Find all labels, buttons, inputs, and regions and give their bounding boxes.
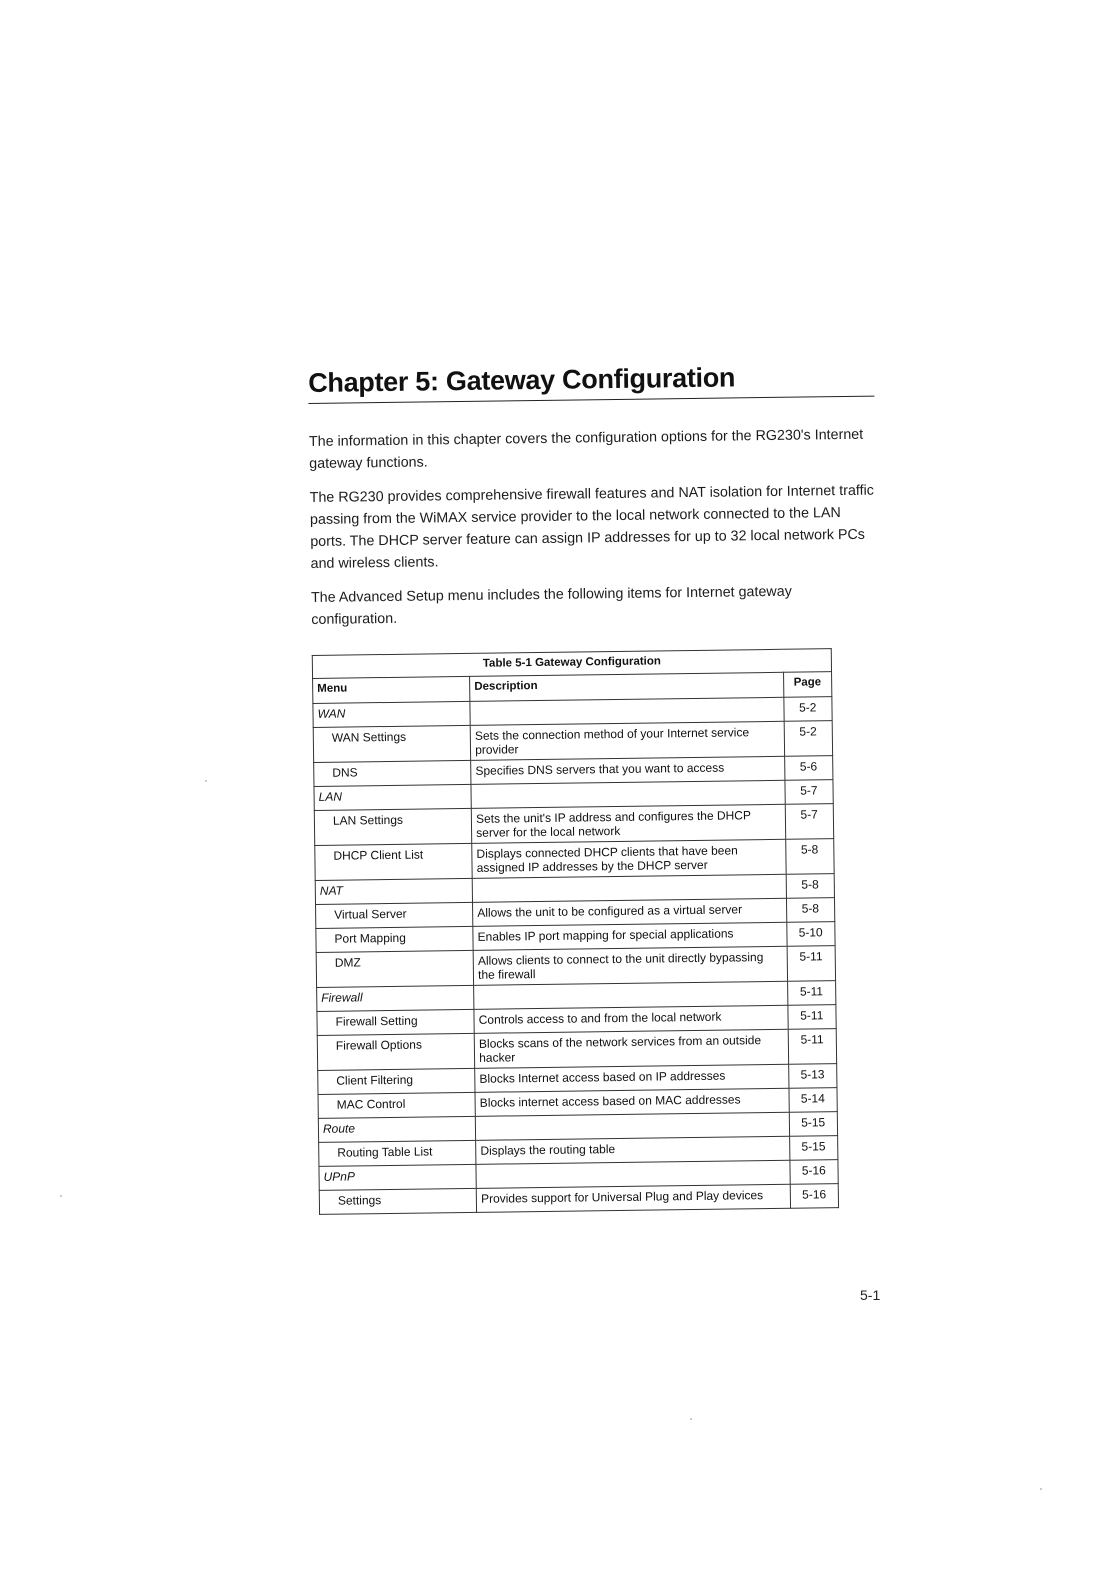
menu-cell: Routing Table List: [319, 1140, 476, 1166]
description-cell: Allows the unit to be configured as a virtual server: [473, 898, 787, 926]
scan-speck: [1040, 1488, 1042, 1490]
chapter-title: Chapter 5: Gateway Configuration: [308, 362, 736, 398]
menu-cell: UPnP: [319, 1164, 476, 1190]
header-menu: Menu: [313, 676, 470, 703]
description-cell: Blocks scans of the network services from an outside hacker: [474, 1029, 788, 1068]
page-cell: 5-7: [784, 780, 833, 805]
page-cell: 5-2: [784, 721, 833, 757]
menu-cell: LAN Settings: [314, 808, 472, 845]
description-cell: Blocks internet access based on MAC addresses: [475, 1088, 789, 1116]
description-cell: Provides support for Universal Plug and Play devices: [476, 1184, 790, 1212]
page-cell: 5-11: [787, 946, 836, 982]
menu-cell: LAN: [314, 784, 471, 810]
page-cell: 5-16: [790, 1184, 839, 1209]
menu-cell: Firewall Options: [317, 1033, 475, 1070]
description-cell: Allows clients to connect to the unit directly bypassing the firewall: [473, 946, 787, 985]
table-body: [313, 697, 839, 1215]
menu-cell: MAC Control: [318, 1092, 475, 1118]
header-page: Page: [783, 672, 832, 698]
menu-cell: Firewall: [317, 985, 474, 1011]
page-cell: 5-11: [787, 981, 836, 1006]
menu-cell: WAN: [313, 701, 470, 727]
description-cell: Displays the routing table: [476, 1136, 790, 1164]
page-cell: 5-15: [789, 1136, 838, 1161]
menu-cell: DHCP Client List: [315, 843, 473, 880]
menu-cell: Firewall Setting: [317, 1009, 474, 1035]
description-cell: Sets the connection method of your Internet service provider: [470, 721, 784, 760]
scan-speck: [205, 780, 207, 782]
menu-cell: Route: [318, 1116, 475, 1142]
scan-speck: [60, 1195, 62, 1197]
page-cell: 5-10: [786, 922, 835, 947]
page-cell: 5-14: [788, 1088, 837, 1113]
features-paragraph: The RG230 provides comprehensive firewall features and NAT isolation for Internet traffic passing from the WiMAX service provider to the local network connected to the LAN ports. The DHCP server feature can assign IP addresses for up to 32 local network PCs and wireless clients.: [309, 482, 874, 572]
page-cell: 5-8: [785, 839, 834, 875]
menu-cell: Settings: [319, 1188, 476, 1214]
menu-cell: NAT: [315, 878, 472, 904]
intro-paragraph: The information in this chapter covers the configuration options for the RG230's Internet gateway functions.: [308, 426, 864, 472]
menu-cell: WAN Settings: [313, 725, 471, 762]
gateway-configuration-table: [312, 648, 839, 1215]
menu-cell: DMZ: [316, 950, 474, 987]
menu-paragraph: The Advanced Setup menu includes the following items for Internet gateway configuration.: [310, 583, 792, 628]
page-cell: 5-2: [783, 697, 832, 722]
header-description: Description: [470, 672, 784, 701]
page-cell: 5-8: [786, 874, 835, 899]
scan-speck: [690, 1418, 692, 1420]
page-cell: 5-11: [788, 1029, 837, 1065]
page-cell: 5-6: [784, 756, 833, 781]
description-cell: Blocks Internet access based on IP addresses: [475, 1064, 789, 1092]
page-cell: 5-16: [789, 1160, 838, 1185]
page-cell: 5-8: [786, 898, 835, 923]
page-number: 5-1: [860, 1287, 881, 1303]
description-cell: Enables IP port mapping for special applications: [473, 922, 787, 950]
description-cell: Controls access to and from the local network: [474, 1005, 788, 1033]
page-cell: 5-15: [789, 1112, 838, 1137]
menu-cell: Client Filtering: [318, 1068, 475, 1094]
menu-cell: Virtual Server: [316, 902, 473, 928]
page-cell: 5-13: [788, 1064, 837, 1089]
page-content: [308, 361, 885, 1215]
description-cell: Displays connected DHCP clients that have been assigned IP addresses by the DHCP server: [472, 839, 786, 878]
page-cell: 5-11: [787, 1005, 836, 1030]
description-cell: Specifies DNS servers that you want to access: [471, 756, 785, 784]
menu-cell: DNS: [314, 760, 471, 786]
table-caption: Table 5-1 Gateway Configuration: [312, 649, 831, 679]
description-cell: Sets the unit's IP address and configures the DHCP server for the local network: [471, 804, 785, 843]
page-cell: 5-7: [785, 804, 834, 840]
menu-cell: Port Mapping: [316, 926, 473, 952]
